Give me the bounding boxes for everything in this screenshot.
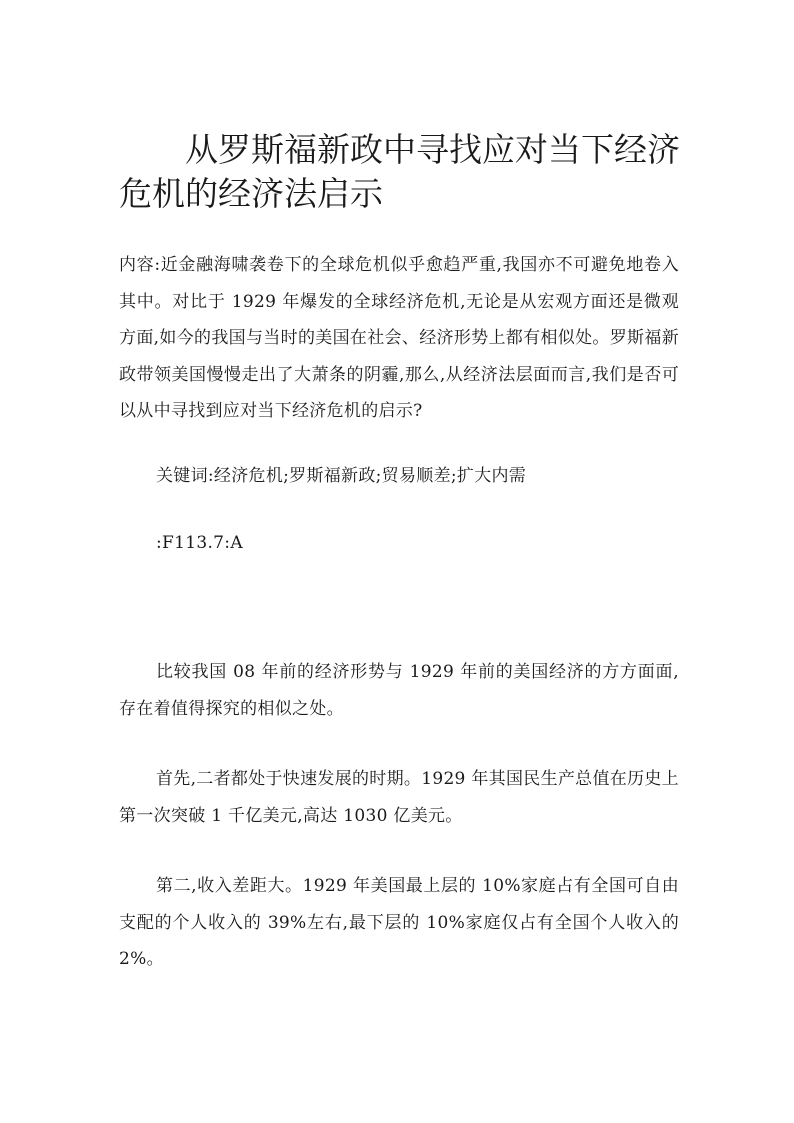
body-paragraph: 第二,收入差距大。1929 年美国最上层的 10%家庭占有全国可自由支配的个人收入的 39%左右,最下层的 10%家庭仅占有全国个人收入的 2%。 (119, 876, 679, 969)
keywords-line: 关键词:经济危机;罗斯福新政;贸易顺差;扩大内需 (156, 466, 527, 486)
body-paragraph: 比较我国 08 年前的经济形势与 1929 年前的美国经济的方方面面,存在着值得探究的相似之处。 (119, 662, 679, 719)
classification-line: :F113.7:A (156, 533, 243, 553)
document-title: 从罗斯福新政中寻找应对当下经济危机的经济法启示 (119, 130, 680, 213)
body-paragraph: 首先,二者都处于快速发展的时期。1929 年其国民生产总值在历史上第一次突破 1 千亿美元,高达 1030 亿美元。 (119, 769, 679, 826)
abstract-paragraph: 内容:近金融海啸袭卷下的全球危机似乎愈趋严重,我国亦不可避免地卷入其中。对比于 1929 年爆发的全球经济危机,无论是从宏观方面还是微观方面,如今的我国与当时的美国在社会、经济形势上都有相似处。罗斯福新政带领美国慢慢走出了大萧条的阴霾,那么,从经济法层面而言,我们是否可以从中寻找到应对当下经济危机的启示? (119, 255, 679, 421)
